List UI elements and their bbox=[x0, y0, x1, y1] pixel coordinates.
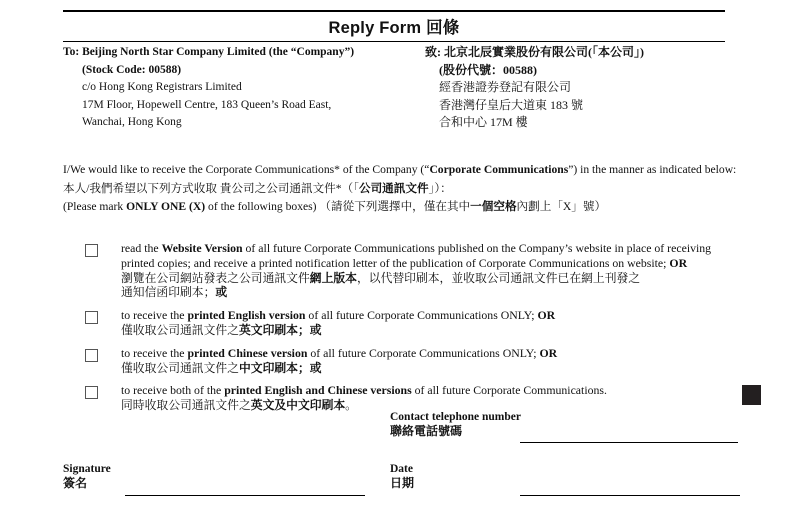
text-line: 僅收取公司通訊文件之中文印刷本；或 bbox=[121, 360, 322, 375]
recipient-addresses bbox=[63, 44, 644, 132]
recipient-zh-name: 致: 北京北辰實業股份有限公司(「本公司」) bbox=[425, 45, 644, 59]
option-text-both-versions bbox=[121, 383, 607, 413]
option-text-printed-chinese bbox=[121, 346, 557, 376]
signature-input-line[interactable] bbox=[125, 495, 365, 496]
date-label-zh: 日期 bbox=[390, 475, 415, 490]
recipient-en bbox=[63, 44, 425, 132]
text-line: to receive the printed English version of all future Corporate Communications ONLY; OR bbox=[121, 308, 556, 323]
recipient-zh-address-3: 合和中心 17M 樓 bbox=[439, 115, 528, 129]
recipient-zh-address-1: 經香港證券登記有限公司 bbox=[439, 80, 572, 94]
recipient-en-address-1: c/o Hong Kong Registrars Limited bbox=[82, 81, 242, 93]
text-line: 瀏覽在公司網站發表之公司通訊文件網上版本，以代替印刷本，並收取公司通訊文件已在網上刊發之 bbox=[121, 270, 641, 285]
date-input-line[interactable] bbox=[520, 495, 740, 496]
text-line: 僅收取公司通訊文件之英文印刷本；或 bbox=[121, 322, 322, 337]
contact-phone-labels bbox=[390, 411, 521, 438]
text-line: to receive the printed Chinese version of all future Corporate Communications ONLY; OR bbox=[121, 345, 558, 360]
signature-labels bbox=[63, 463, 111, 490]
recipient-en-address-2: 17M Floor, Hopewell Centre, 183 Queen’s Road East, bbox=[82, 98, 332, 111]
text-line: printed copies; and receive a printed notification letter of the publication of Corporate Communications on website; OR bbox=[121, 255, 688, 270]
form-title: Reply Form 回條 bbox=[328, 19, 460, 37]
contact-phone-label-zh: 聯絡電話號碼 bbox=[390, 423, 463, 438]
contact-phone-input-line[interactable] bbox=[520, 442, 738, 443]
option-row-printed-english bbox=[85, 308, 755, 338]
option-row-printed-chinese bbox=[85, 346, 755, 376]
recipient-en-name: To: Beijing North Star Company Limited (the “Company”) bbox=[63, 46, 355, 58]
checkbox-printed-chinese[interactable] bbox=[85, 349, 98, 362]
checkbox-website-version[interactable] bbox=[85, 244, 98, 257]
page-corner-mark bbox=[742, 385, 761, 405]
recipient-zh-stock-code: (股份代號：00588) bbox=[439, 62, 537, 77]
recipient-en-stock-code: (Stock Code: 00588) bbox=[82, 63, 182, 76]
contact-phone-label-en: Contact telephone number bbox=[390, 411, 521, 423]
intro-line-zh: 本人/我們希望以下列方式收取 貴公司之公司通訊文件*（「公司通訊文件」）： bbox=[63, 181, 452, 195]
title-block bbox=[63, 10, 725, 42]
option-row-both-versions bbox=[85, 383, 755, 413]
recipient-en-address-3: Wanchai, Hong Kong bbox=[82, 116, 182, 128]
signature-label-zh: 簽名 bbox=[63, 475, 88, 490]
checkbox-printed-english[interactable] bbox=[85, 311, 98, 324]
option-text-printed-english bbox=[121, 308, 555, 338]
intro-line-instruction: (Please mark ONLY ONE (X) of the following boxes) （請從下列選擇中，僅在其中一個空格內劃上「X」號） bbox=[63, 200, 607, 213]
option-text-website-version bbox=[121, 241, 711, 300]
option-row-website-version bbox=[85, 241, 755, 300]
text-line: 通知信函印刷本；或 bbox=[121, 285, 228, 300]
intro-paragraph bbox=[63, 161, 736, 217]
text-line: read the Website Version of all future Corporate Communications published on the Company’s website in place of receiving bbox=[121, 241, 712, 255]
signature-label-en: Signature bbox=[63, 463, 111, 475]
options-list bbox=[85, 241, 755, 421]
text-line: to receive both of the printed English and Chinese versions of all future Corporate Communications. bbox=[121, 383, 607, 398]
date-label-en: Date bbox=[390, 463, 413, 475]
recipient-zh-address-2: 香港灣仔皇后大道東 183 號 bbox=[439, 97, 584, 112]
intro-line-en: I/We would like to receive the Corporate Communications* of the Company (“Corporate Communications”) in the manner as indicated below: bbox=[63, 163, 737, 176]
checkbox-both-versions[interactable] bbox=[85, 386, 98, 399]
date-labels bbox=[390, 463, 414, 490]
recipient-zh bbox=[425, 44, 644, 132]
text-line: 同時收取公司通訊文件之英文及中文印刷本。 bbox=[121, 398, 357, 413]
